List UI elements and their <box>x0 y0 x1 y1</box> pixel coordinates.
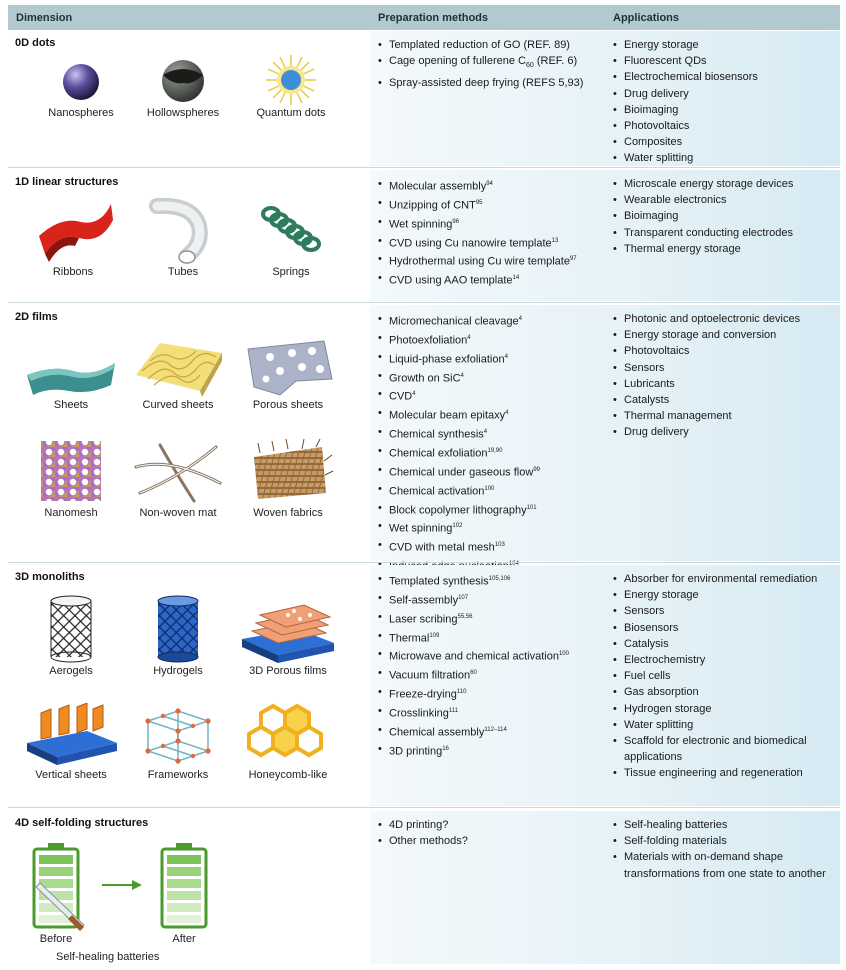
application-item: • Gas absorption <box>613 684 838 700</box>
ribbon-icon <box>31 196 115 266</box>
header-preparation: Preparation methods <box>378 11 489 24</box>
section-title: 2D films <box>15 311 58 323</box>
divider <box>8 302 840 303</box>
method-item: • Templated synthesis$^{105,106}$ <box>378 571 569 590</box>
method-item: • 4D printing? <box>378 817 468 833</box>
application-item: • Bioimaging <box>613 208 838 224</box>
item-porous-sheets: Porous sheets <box>233 335 343 411</box>
item-nanomesh: Nanomesh <box>16 437 126 519</box>
method-item: • Vacuum filtration$^{60}$ <box>378 665 569 684</box>
method-item: • Thermal$^{109}$ <box>378 628 569 647</box>
application-item: • Water splitting <box>613 717 838 733</box>
nanomesh-icon <box>31 437 111 507</box>
item-woven-fabrics: Woven fabrics <box>233 437 343 519</box>
header-applications: Applications <box>613 11 680 24</box>
application-item: • Materials with on-demand shape transformations from one state to another <box>613 849 838 881</box>
method-item: • Molecular beam epitaxy$^4$ <box>378 405 540 424</box>
application-item: • Drug delivery <box>613 86 838 102</box>
methods-2d <box>378 311 540 575</box>
methods-0d <box>378 37 583 91</box>
method-item: • Hydrothermal using Cu wire template$^{97}$ <box>378 251 577 270</box>
section-4d <box>8 811 840 964</box>
porous-film-icon <box>238 593 338 665</box>
curved-sheet-icon <box>130 335 226 399</box>
application-item: • Transparent conducting electrodes <box>613 225 838 241</box>
application-item: • Electrochemistry <box>613 652 838 668</box>
section-title: 0D dots <box>15 37 56 49</box>
application-item: • Energy storage <box>613 37 838 53</box>
application-item: • Fuel cells <box>613 668 838 684</box>
methods-4d <box>378 817 468 849</box>
application-item: • Bioimaging <box>613 102 838 118</box>
application-item: • Water splitting <box>613 150 838 166</box>
section-title: 1D linear structures <box>15 176 119 188</box>
item-after: After <box>144 841 224 945</box>
battery-icon <box>154 841 214 933</box>
method-item: • Photoexfoliation$^4$ <box>378 330 540 349</box>
section-title: 4D self-folding structures <box>15 817 149 829</box>
application-item: • Photovoltaics <box>613 118 838 134</box>
method-item: • Liquid-phase exfoliation$^4$ <box>378 349 540 368</box>
method-item: • Self-assembly$^{107}$ <box>378 590 569 609</box>
item-vertical-sheets: Vertical sheets <box>16 703 126 781</box>
application-item: • Composites <box>613 134 838 150</box>
item-ribbons: Ribbons <box>18 196 128 278</box>
method-item: • Chemical synthesis$^4$ <box>378 424 540 443</box>
application-item: • Energy storage and conversion <box>613 327 838 343</box>
application-item: • Lubricants <box>613 376 838 392</box>
applications-0d <box>613 37 838 167</box>
quantum-dot-icon <box>262 53 320 107</box>
sheet-icon <box>23 335 119 399</box>
method-item: • Crosslinking$^{111}$ <box>378 703 569 722</box>
application-item: • Catalysis <box>613 636 838 652</box>
item-before: Before <box>16 841 96 945</box>
method-item: • Cage opening of fullerene $C_{60}$ (REF. 6) <box>378 53 583 74</box>
application-item: • Absorber for environmental remediation <box>613 571 838 587</box>
item-quantum-dots: Quantum dots <box>236 53 346 119</box>
method-item: • 3D printing$^{16}$ <box>378 741 569 760</box>
application-item: • Catalysts <box>613 392 838 408</box>
method-item: • Growth on SiC$^4$ <box>378 368 540 387</box>
section-0d <box>8 31 840 166</box>
item-aerogels: Aerogels <box>16 593 126 677</box>
item-hydrogels: Hydrogels <box>123 593 233 677</box>
application-item: • Fluorescent QDs <box>613 53 838 69</box>
method-item: • Chemical under gaseous flow$^{99}$ <box>378 462 540 481</box>
application-item: • Microscale energy storage devices <box>613 176 838 192</box>
application-item: • Sensors <box>613 603 838 619</box>
application-item: • Thermal management <box>613 408 838 424</box>
item-non-woven-mat: Non-woven mat <box>123 437 233 519</box>
section-1d <box>8 170 840 301</box>
method-item: • Chemical activation$^{100}$ <box>378 481 540 500</box>
woven-fabric-icon <box>240 437 336 507</box>
method-item: • CVD using AAO template$^{14}$ <box>378 270 577 289</box>
application-item: • Thermal energy storage <box>613 241 838 257</box>
method-item: • Templated reduction of GO (REF. 89) <box>378 37 583 53</box>
item-frameworks: Frameworks <box>123 703 233 781</box>
method-item: • Micromechanical cleavage$^4$ <box>378 311 540 330</box>
hollowsphere-icon <box>155 53 211 107</box>
method-item: • CVD with metal mesh$^{103}$ <box>378 537 540 556</box>
application-item: • Self-healing batteries <box>613 817 838 833</box>
aerogel-icon <box>41 593 101 665</box>
method-item: • CVD$^4$ <box>378 386 540 405</box>
item-3d-porous-films: 3D Porous films <box>233 593 343 677</box>
hydrogel-icon <box>148 593 208 665</box>
tube-icon <box>143 196 223 266</box>
application-item: • Hydrogen storage <box>613 701 838 717</box>
item-sheets: Sheets <box>16 335 126 411</box>
applications-1d <box>613 176 838 257</box>
application-item: • Tissue engineering and regeneration <box>613 765 838 781</box>
applications-2d <box>613 311 838 441</box>
method-item: • Other methods? <box>378 833 468 849</box>
application-item: • Drug delivery <box>613 424 838 440</box>
arrow-right-icon <box>100 879 144 891</box>
divider <box>8 807 840 808</box>
method-item: • Molecular assembly$^{94}$ <box>378 176 577 195</box>
application-item: • Scaffold for electronic and biomedical applications <box>613 733 838 765</box>
application-item: • Biosensors <box>613 620 838 636</box>
application-item: • Photovoltaics <box>613 343 838 359</box>
nanosphere-icon <box>56 57 106 107</box>
section-title: 3D monoliths <box>15 571 85 583</box>
method-item: • Chemical assembly$^{112-114}$ <box>378 722 569 741</box>
application-item: • Self-folding materials <box>613 833 838 849</box>
header-dimension: Dimension <box>16 11 73 24</box>
method-item: • Wet spinning$^{102}$ <box>378 518 540 537</box>
divider <box>8 167 840 168</box>
table-header <box>8 5 840 30</box>
method-item: • Unzipping of CNT$^{95}$ <box>378 195 577 214</box>
method-item: • Laser scribing$^{55,56}$ <box>378 609 569 628</box>
application-item: • Wearable electronics <box>613 192 838 208</box>
item-hollowspheres: Hollowspheres <box>128 53 238 119</box>
method-item: • Block copolymer lithography$^{101}$ <box>378 500 540 519</box>
applications-4d <box>613 817 838 882</box>
application-item: • Energy storage <box>613 587 838 603</box>
method-item: • Spray-assisted deep frying (REFS 5,93) <box>378 75 583 91</box>
section-3d <box>8 565 840 806</box>
method-item: • Microwave and chemical activation$^{100}$ <box>378 646 569 665</box>
item-tubes: Tubes <box>128 196 238 278</box>
application-item: • Photonic and optoelectronic devices <box>613 311 838 327</box>
method-item: • Chemical exfoliation$^{19,90}$ <box>378 443 540 462</box>
divider <box>8 562 840 563</box>
honeycomb-icon <box>243 703 333 769</box>
item-curved-sheets: Curved sheets <box>123 335 233 411</box>
section-2d <box>8 305 840 561</box>
item-springs: Springs <box>236 196 346 278</box>
porous-sheet-icon <box>240 335 336 399</box>
method-item: • Freeze-drying$^{110}$ <box>378 684 569 703</box>
battery-icon <box>26 841 86 933</box>
vertical-sheets-icon <box>23 703 119 769</box>
application-item: • Sensors <box>613 360 838 376</box>
framework-icon <box>138 703 218 769</box>
methods-3d <box>378 571 569 760</box>
item-nanospheres: Nanospheres <box>26 57 136 119</box>
methods-1d <box>378 176 577 289</box>
method-item: • Wet spinning$^{96}$ <box>378 214 577 233</box>
non-woven-mat-icon <box>130 437 226 507</box>
method-item: • CVD using Cu nanowire template$^{13}$ <box>378 233 577 252</box>
applications-3d <box>613 571 838 782</box>
item-honeycomb-like: Honeycomb-like <box>233 703 343 781</box>
application-item: • Electrochemical biosensors <box>613 69 838 85</box>
self-healing-caption: Self-healing batteries <box>56 951 160 963</box>
spring-icon <box>251 196 331 266</box>
